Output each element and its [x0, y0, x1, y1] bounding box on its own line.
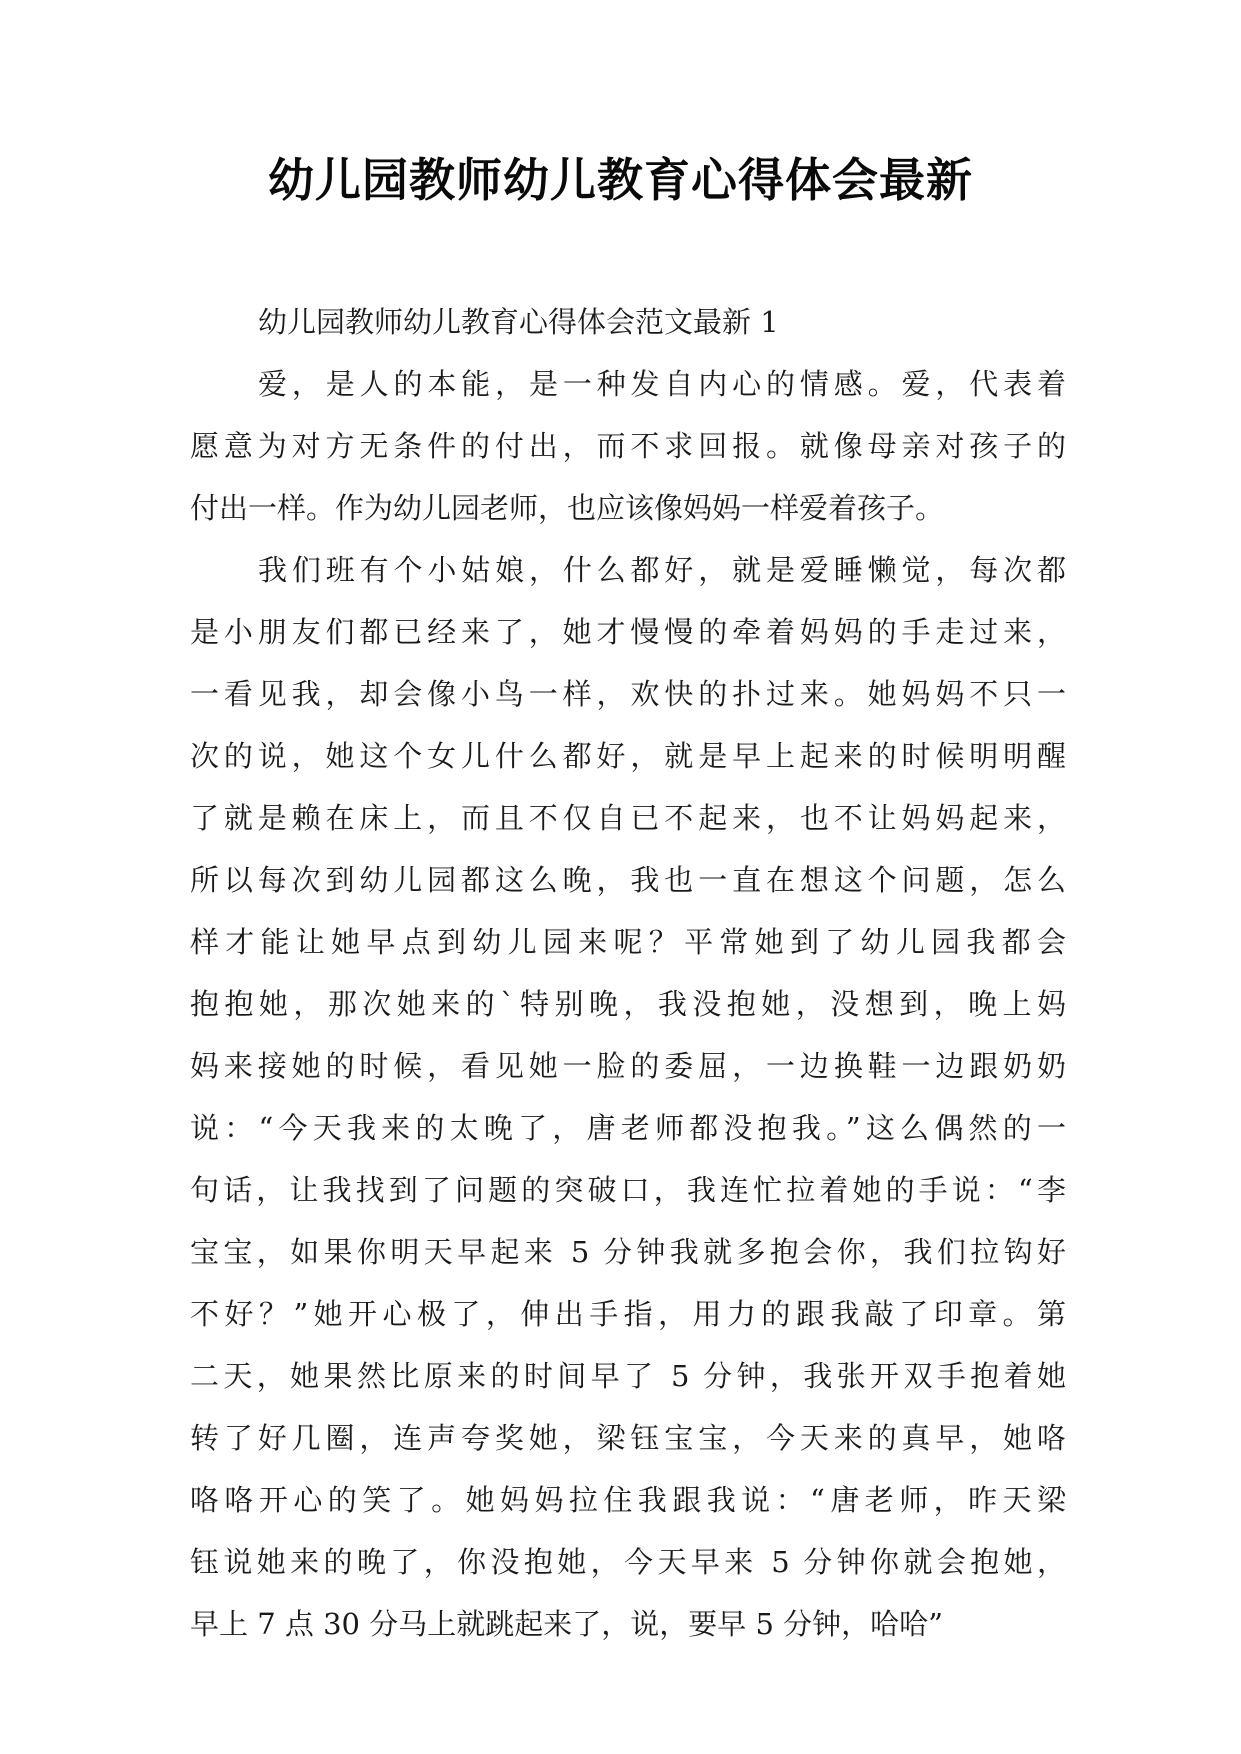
text-line: 了就是赖在床上，而且不仅自已不起来，也不让妈妈起来，: [190, 801, 1066, 835]
text-line: 妈来接她的时候，看见她一脸的委屈，一边换鞋一边跟奶奶: [190, 1049, 1066, 1083]
text-line: 句话，让我找到了问题的突破口，我连忙拉着她的手说：“李: [190, 1173, 1066, 1207]
text-line: 不好？”她开心极了，伸出手指，用力的跟我敲了印章。第: [190, 1297, 1066, 1331]
text-line: 幼儿园教师幼儿教育心得体会范文最新 1: [258, 305, 779, 339]
text-line: 次的说，她这个女儿什么都好，就是早上起来的时候明明醒: [190, 739, 1066, 773]
text-line: 是小朋友们都已经来了，她才慢慢的牵着妈妈的手走过来，: [190, 615, 1066, 649]
text-line: 所以每次到幼儿园都这么晚，我也一直在想这个问题，怎么: [190, 863, 1066, 897]
text-line: 宝宝，如果你明天早起来 5 分钟我就多抱会你，我们拉钩好: [190, 1235, 1066, 1269]
document-body: [190, 291, 1066, 1655]
text-line: 钰说她来的晚了，你没抱她，今天早来 5 分钟你就会抱她，: [190, 1545, 1066, 1579]
text-line: 我们班有个小姑娘，什么都好，就是爱睡懒觉，每次都: [258, 553, 1066, 587]
text-line: 早上 7 点 30 分马上就跳起来了，说，要早 5 分钟，哈哈”: [190, 1607, 943, 1641]
document-title: 幼儿园教师幼儿教育心得体会最新: [268, 153, 973, 207]
text-line: 愿意为对方无条件的付出，而不求回报。就像母亲对孩子的: [190, 429, 1066, 463]
text-line: 转了好几圈，连声夸奖她，梁钰宝宝，今天来的真早，她咯: [190, 1421, 1066, 1455]
text-line: 咯咯开心的笑了。她妈妈拉住我跟我说：“唐老师，昨天梁: [190, 1483, 1066, 1517]
text-line: 付出一样。作为幼儿园老师，也应该像妈妈一样爱着孩子。: [190, 491, 945, 525]
text-line: 二天，她果然比原来的时间早了 5 分钟，我张开双手抱着她: [190, 1359, 1066, 1393]
text-line: 抱抱她，那次她来的`特别晚，我没抱她，没想到，晚上妈: [190, 987, 1066, 1021]
text-line: 爱，是人的本能，是一种发自内心的情感。爱，代表着: [258, 367, 1066, 401]
text-line: 说：“今天我来的太晚了，唐老师都没抱我。”这么偶然的一: [190, 1111, 1066, 1145]
text-line: 一看见我，却会像小鸟一样，欢快的扑过来。她妈妈不只一: [190, 677, 1066, 711]
text-line: 样才能让她早点到幼儿园来呢？平常她到了幼儿园我都会: [190, 925, 1066, 959]
